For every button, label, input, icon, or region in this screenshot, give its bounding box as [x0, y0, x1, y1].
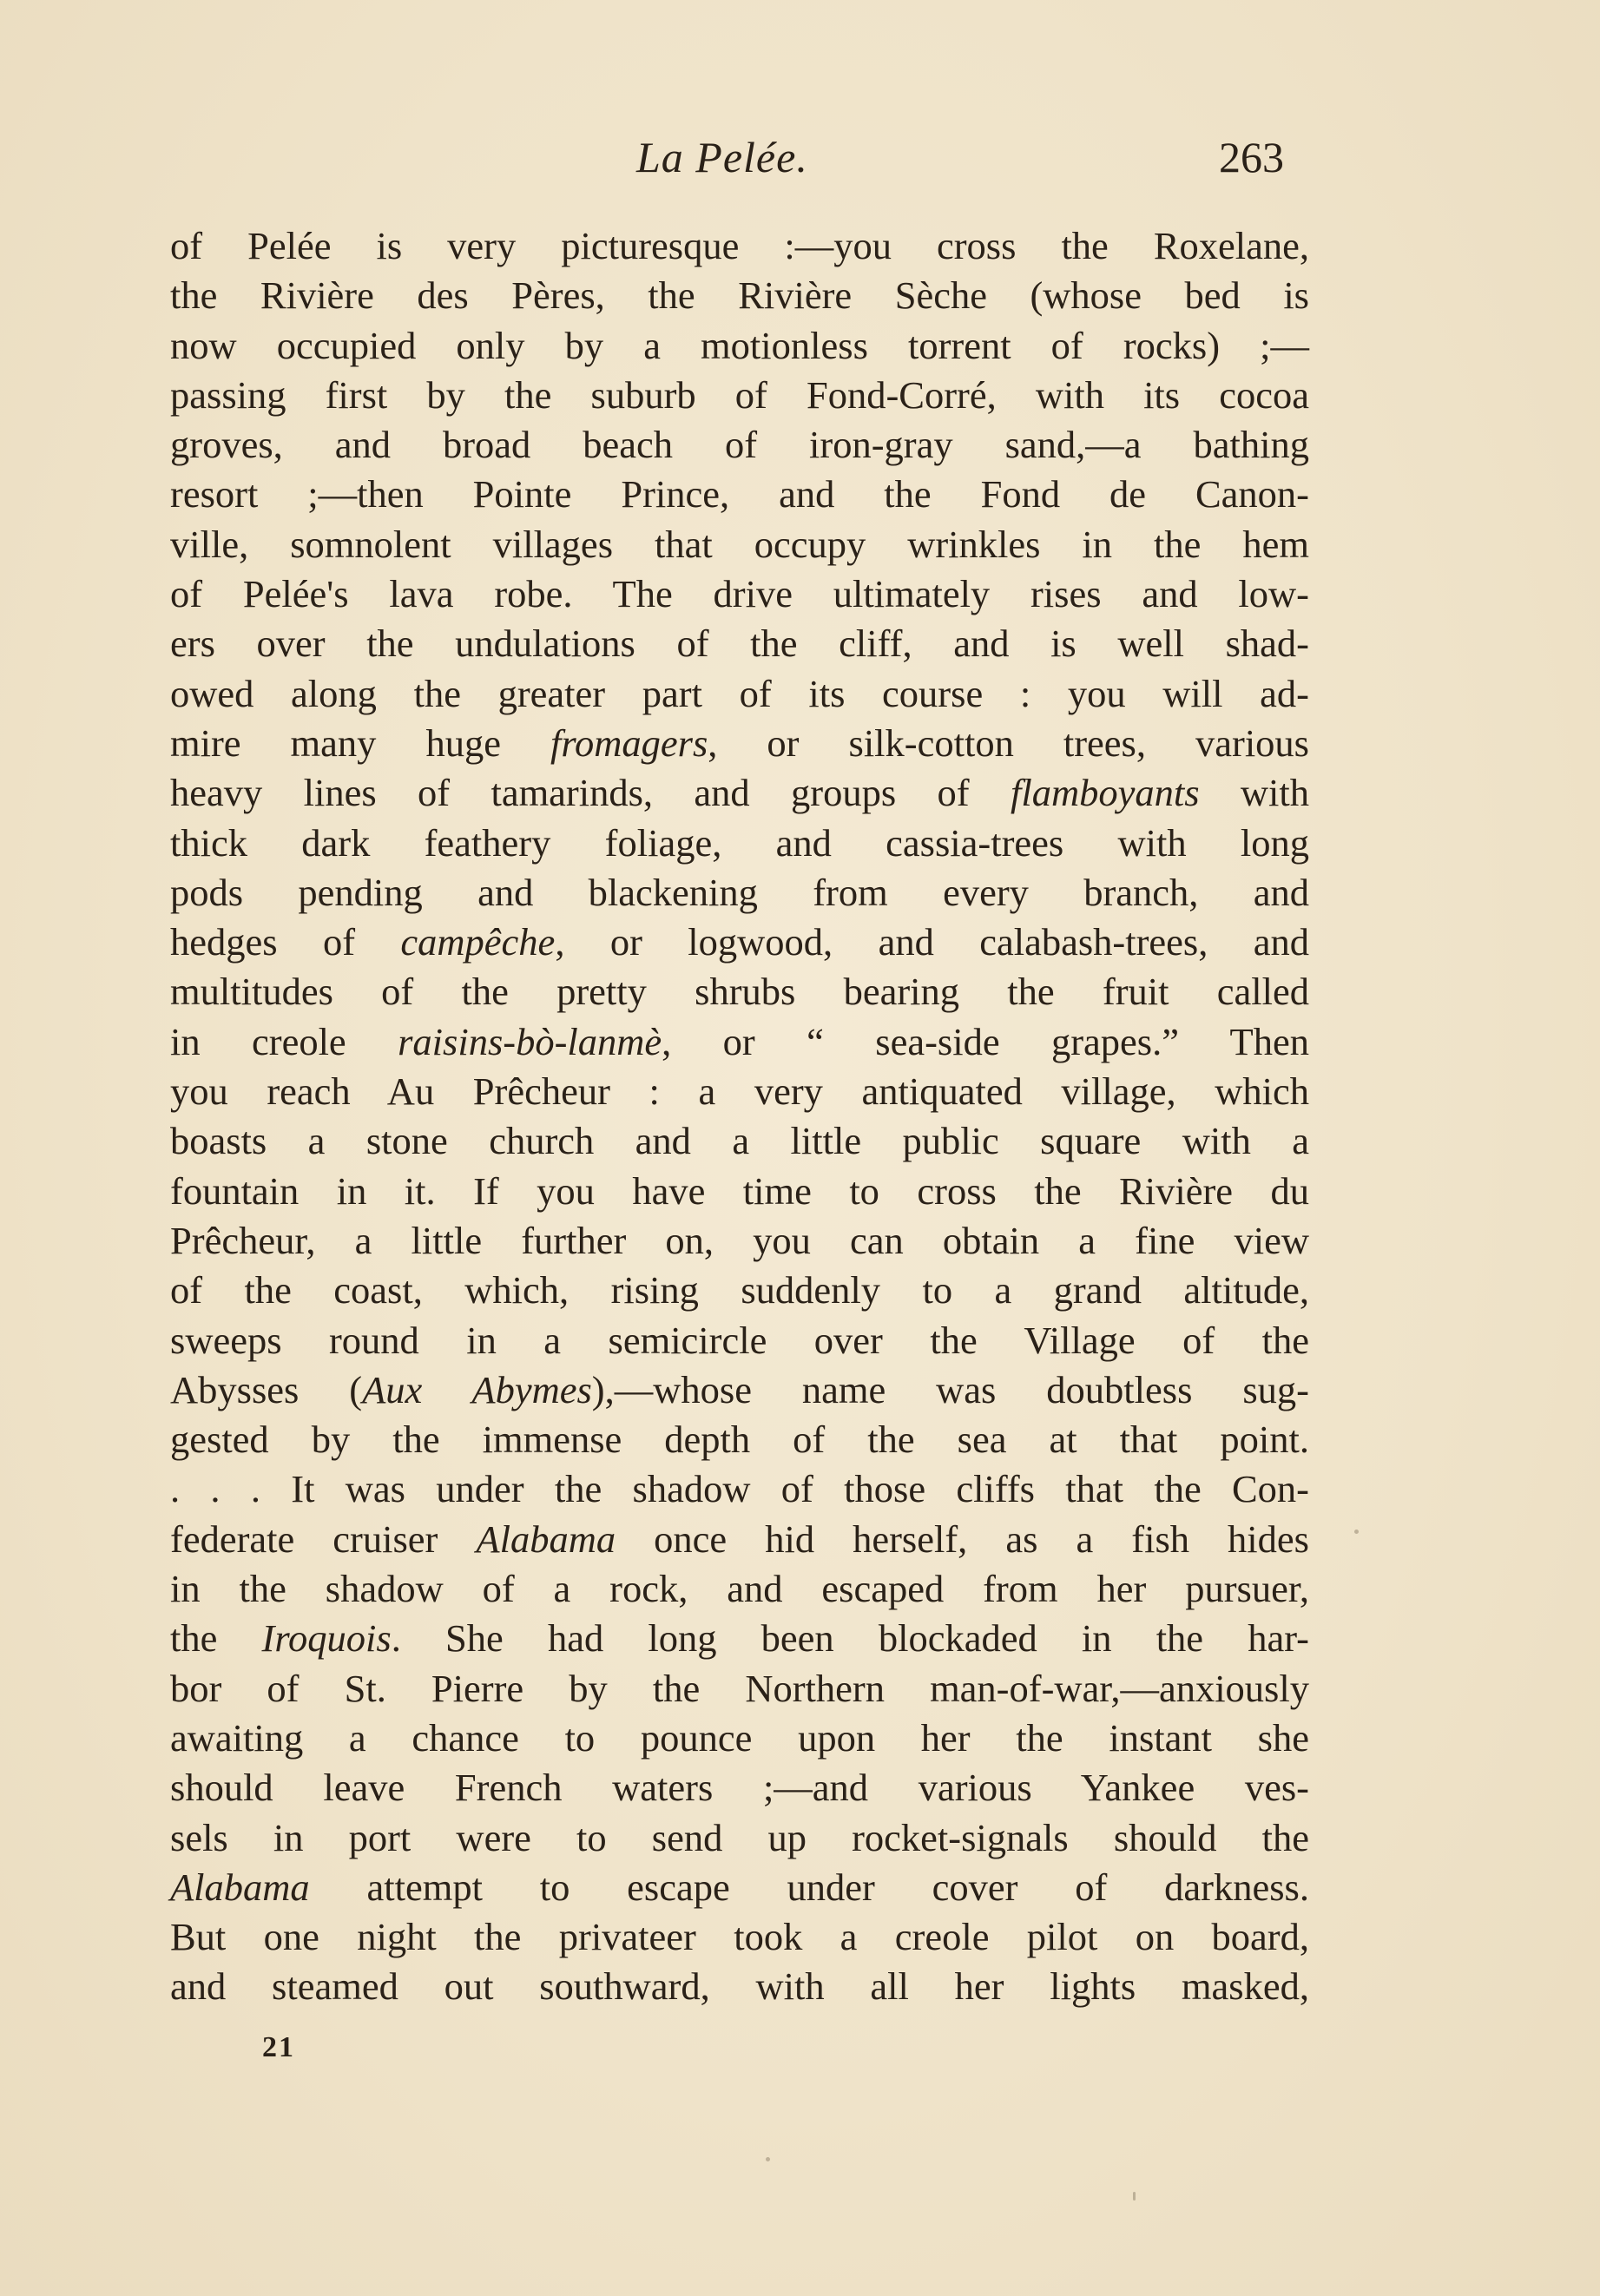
text-run: heavy lines of tamarinds, and groups of [170, 771, 1011, 815]
text-run: with [1199, 771, 1309, 815]
text-line [170, 719, 1309, 768]
text-run: federate cruiser [170, 1516, 477, 1561]
italic-term: Aux Abymes [362, 1367, 592, 1411]
text-line [170, 1415, 1309, 1464]
text-run: of Pelée's lava robe. The drive ultimately rises and low- [170, 572, 1309, 616]
text-run: , or silk-cotton trees, various [708, 720, 1309, 765]
italic-term: raisins-bò-lanmè [398, 1019, 662, 1063]
text-run: and steamed out southward, with all her lights masked, [170, 1964, 1309, 2009]
text-run: resort ;—then Pointe Prince, and the Fond de Canon- [170, 472, 1309, 516]
text-run: of Pelée is very picturesque :—you cross the Roxelane, [170, 224, 1309, 267]
italic-term: Iroquois [261, 1616, 392, 1661]
text-run: passing first by the suburb of Fond-Corré, with its cocoa [170, 372, 1309, 417]
text-line [170, 321, 1309, 371]
text-line [170, 1763, 1309, 1812]
text-line [170, 868, 1309, 918]
text-run: of the coast, which, rising suddenly to a grand altitude, [170, 1268, 1309, 1312]
text-line [170, 420, 1309, 470]
text-line [170, 1614, 1309, 1663]
text-run: fountain in it. If you have time to cross the Rivière du [170, 1168, 1309, 1213]
paper-speck [1133, 2192, 1136, 2201]
text-line [170, 1316, 1309, 1365]
text-run: owed along the greater part of its course : you will ad- [170, 671, 1309, 715]
text-line [170, 1813, 1309, 1863]
text-line [170, 918, 1309, 967]
text-run: pods pending and blackening from every branch, and [170, 870, 1309, 914]
text-run: sels in port were to send up rocket-signals should the [170, 1815, 1309, 1859]
text-run: thick dark feathery foliage, and cassia-trees with long [170, 820, 1309, 865]
text-line [170, 520, 1309, 569]
text-run: ers over the undulations of the cliff, and is well shad- [170, 622, 1309, 666]
text-run: awaiting a chance to pounce upon her the instant she [170, 1715, 1309, 1760]
text-run: boasts a stone church and a little public square with a [170, 1119, 1309, 1163]
text-run: multitudes of the pretty shrubs bearing the fruit called [170, 970, 1309, 1014]
italic-term: Alabama [170, 1865, 310, 1909]
text-run: Prêcheur, a little further on, you can obtain a fine view [170, 1218, 1309, 1262]
text-line [170, 569, 1309, 619]
text-run: mire many huge [170, 720, 550, 765]
text-run: , or logwood, and calabash-trees, and [555, 920, 1309, 964]
text-line [170, 819, 1309, 868]
text-run: ),—whose name was doubtless sug- [591, 1367, 1309, 1411]
text-run: . She had long been blockaded in the har- [391, 1616, 1309, 1661]
text-run: now occupied only by a motionless torrent of rocks) ;— [170, 323, 1309, 367]
running-head [0, 132, 1600, 193]
text-line [170, 1365, 1309, 1415]
italic-term: fromagers [550, 720, 708, 765]
text-line [170, 271, 1309, 320]
text-line [170, 1266, 1309, 1315]
text-line [170, 619, 1309, 668]
text-line [170, 1863, 1309, 1912]
text-line [170, 1714, 1309, 1763]
text-line [170, 1464, 1309, 1514]
text-run: Abysses ( [170, 1367, 363, 1411]
body-text [170, 221, 1309, 2012]
text-run: in creole [170, 1019, 398, 1063]
text-line [170, 1116, 1309, 1166]
text-run: attempt to escape under cover of darkness. [309, 1865, 1309, 1909]
text-line [170, 1962, 1309, 2011]
text-line [170, 1067, 1309, 1116]
text-line [170, 1912, 1309, 1962]
text-run: gested by the immense depth of the sea at that point. [170, 1418, 1309, 1462]
text-line [170, 1564, 1309, 1614]
text-line [170, 768, 1309, 818]
text-run: . . . It was under the shadow of those cliffs that the Con- [170, 1467, 1309, 1511]
text-run: , or “ sea-side grapes.” Then [662, 1019, 1309, 1063]
text-run: bor of St. Pierre by the Northern man-of-war,—anxiously [170, 1666, 1309, 1710]
text-run: once hid herself, as a fish hides [616, 1516, 1309, 1561]
text-line [170, 1515, 1309, 1564]
text-line [170, 1167, 1309, 1216]
text-line [170, 1216, 1309, 1266]
page-number: 263 [1219, 133, 1284, 181]
text-line [170, 371, 1309, 420]
italic-term: campêche [400, 920, 556, 964]
text-run: sweeps round in a semicircle over the Village of the [170, 1318, 1309, 1362]
text-line [170, 967, 1309, 1016]
paper-speck [766, 2157, 770, 2161]
text-line [170, 1017, 1309, 1067]
text-run: ville, somnolent villages that occupy wrinkles in the hem [170, 522, 1309, 566]
text-run: should leave French waters ;—and various Yankee ves- [170, 1766, 1309, 1810]
text-run: the Rivière des Pères, the Rivière Sèche (whose bed is [170, 273, 1309, 318]
text-run: you reach Au Prêcheur : a very antiquated village, which [170, 1069, 1309, 1114]
italic-term: Alabama [476, 1516, 616, 1561]
text-line [170, 221, 1309, 271]
text-run: in the shadow of a rock, and escaped from her pursuer, [170, 1567, 1309, 1611]
italic-term: flamboyants [1010, 771, 1200, 815]
text-run: hedges of [170, 920, 401, 964]
text-line [170, 470, 1309, 519]
text-run: groves, and broad beach of iron-gray sand,—a bathing [170, 423, 1309, 467]
paper-speck [1354, 1530, 1359, 1534]
running-title: La Pelée. [636, 133, 808, 181]
signature-mark: 21 [262, 2031, 295, 2063]
text-line [170, 1664, 1309, 1714]
text-run: But one night the privateer took a creole pilot on board, [170, 1915, 1309, 1959]
text-run: the [170, 1616, 262, 1661]
text-line [170, 669, 1309, 719]
